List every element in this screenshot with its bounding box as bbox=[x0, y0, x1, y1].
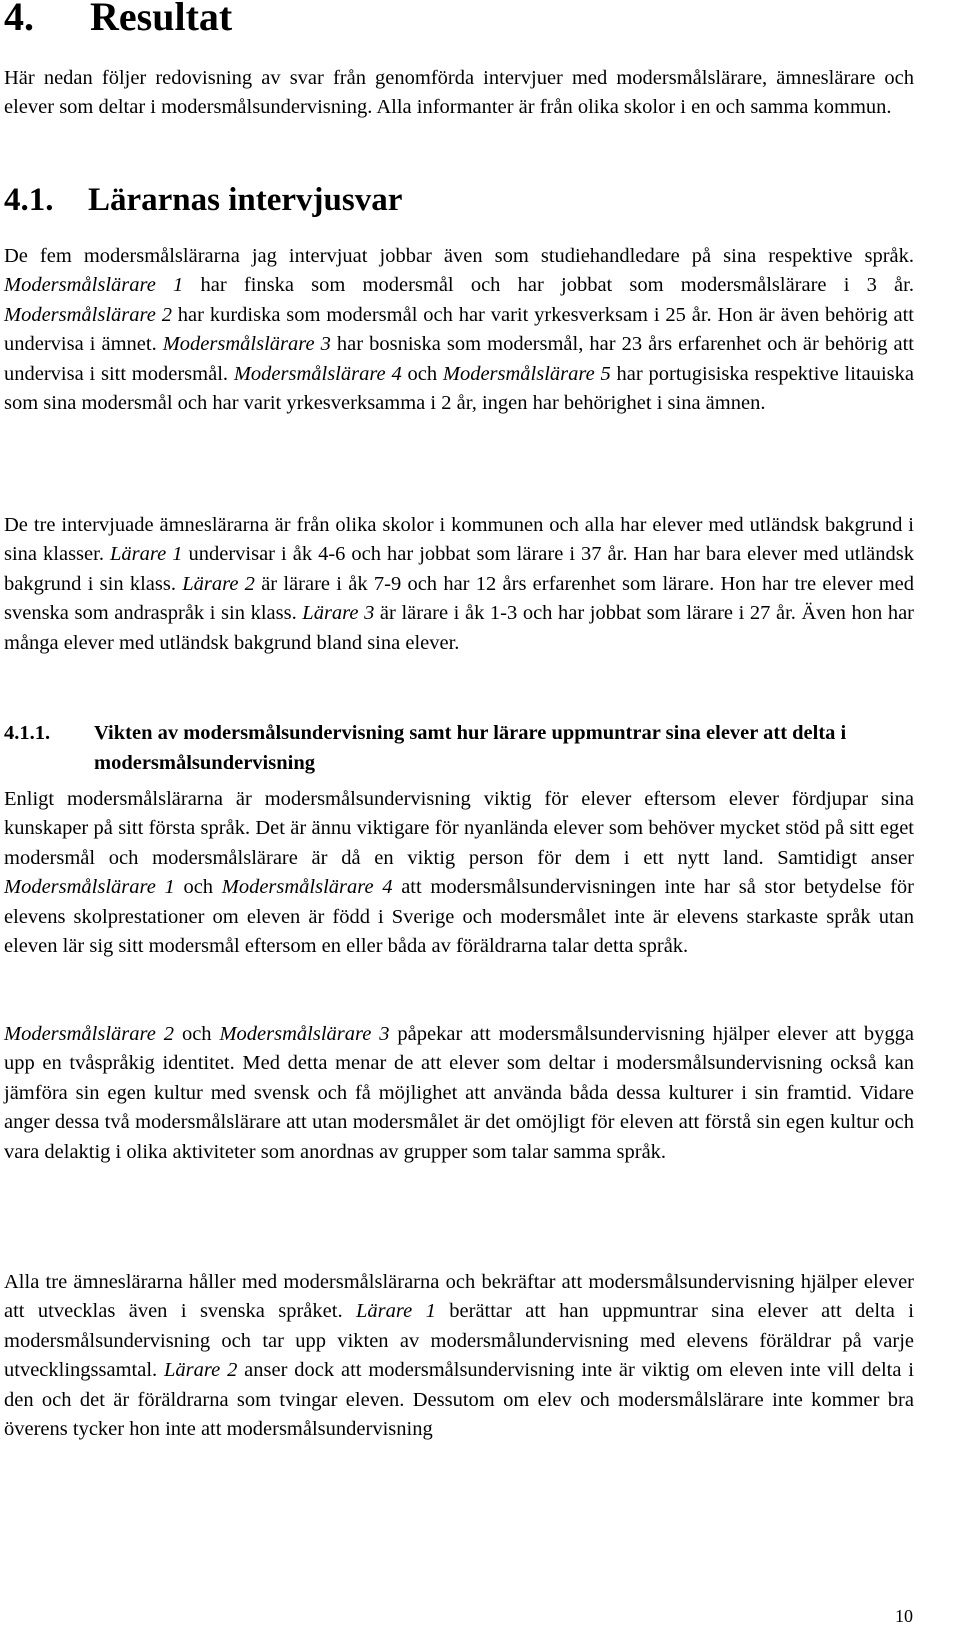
text-run: har finska som modersmål och har jobbat som modersmålslärare i 3 år. bbox=[183, 274, 914, 297]
text-run: har portugisiska respektive litauiska som sina modersmål och har varit yrkesverksamma i 2 år, ingen har behörighet i sina ämnen. bbox=[4, 362, 914, 415]
identity-paragraph bbox=[4, 1020, 914, 1167]
text-run: är lärare i åk 7-9 och har 12 års erfarenhet som lärare. Hon har tre elever med svenska som andraspråk i sin klass. bbox=[4, 572, 914, 625]
subsection-number: 4.1.1. bbox=[4, 722, 51, 744]
text-run: påpekar att modersmålsundervisning hjälper elever att bygga upp en tvåspråkig identitet. Med detta menar de att elever som deltar i modersmålsundervisning också kan jämföra sin egen kultur med svensk och få möjlighet att använda båda dessa kulturer i sin framtid. Vidare anger dessa två modersmålslärare att utan modersmålet är det omöjligt för eleven att förstå sin egen kultur och vara delaktig i olika aktiviteter som anordnas av grupper som talar samma språk. bbox=[4, 1023, 914, 1163]
text-run: De fem modersmålslärarna jag intervjuat jobbar även som studiehandledare på sina respektive språk. bbox=[4, 245, 914, 267]
text-run: och bbox=[174, 1023, 220, 1045]
italic-run: Modersmålslärare 4 bbox=[221, 876, 393, 899]
chapter-number: 4. bbox=[4, 0, 34, 39]
text-run: anser dock att modersmålsundervisning inte är viktig om eleven inte vill delta i den och det är föräldrarna som tvingar eleven. Dessutom om elev och modersmålslärare inte kommer bra överens tycker hon inte att modersmålsundervisning bbox=[4, 1359, 914, 1441]
section-number: 4.1. bbox=[4, 182, 54, 218]
text-run: berättar att han uppmuntrar sina elever att delta i modersmålsundervisning och tar upp vikten av modersmålundervisning med elevens föräldrar på varje utvecklingssamtal. bbox=[4, 1300, 914, 1382]
importance-paragraph bbox=[4, 785, 914, 961]
italic-run: Lärare 2 bbox=[164, 1359, 238, 1382]
text-run: och bbox=[401, 362, 443, 385]
italic-run: Modersmålslärare 1 bbox=[4, 876, 175, 899]
italic-run: Modersmålslärare 2 bbox=[4, 303, 172, 326]
page-number: 10 bbox=[895, 1606, 913, 1626]
italic-run: Modersmålslärare 2 bbox=[4, 1023, 175, 1045]
italic-run: Modersmålslärare 3 bbox=[219, 1023, 390, 1045]
subject-teachers-agree-paragraph bbox=[4, 1268, 914, 1444]
text-run: att modersmålsundervisningen inte har så stor betydelse för elevens skolprestationer om eleven är född i Sverige och modersmålet inte är elevens starkaste språk utan eleven lär sig sitt modersmål eftersom en eller båda av föräldrarna talar detta språk. bbox=[4, 876, 914, 958]
chapter-title: Resultat bbox=[90, 0, 233, 39]
intro-paragraph: Här nedan följer redovisning av svar från genomförda intervjuer med modersmålslärare, ämneslärare och elever som deltar i modersmålsundervisning. Alla informanter är från olika skolor i en och samma kommun. bbox=[4, 67, 914, 119]
text-run: har kurdiska som modersmål och har varit yrkesverksam i 25 år. Hon är även behörig att undervisa i ämnet. bbox=[4, 303, 914, 356]
italic-run: Modersmålslärare 4 bbox=[233, 362, 402, 385]
italic-run: Lärare 2 bbox=[182, 572, 255, 595]
italic-run: Lärare 3 bbox=[302, 602, 375, 625]
section-heading bbox=[4, 180, 402, 220]
text-run: och bbox=[174, 876, 222, 899]
subsection-heading bbox=[4, 718, 914, 778]
subsection-title: Vikten av modersmålsundervisning samt hur lärare uppmuntrar sina elever att delta i modersmålsundervisning bbox=[94, 722, 847, 774]
italic-run: Modersmålslärare 3 bbox=[162, 333, 331, 356]
subject-teachers-paragraph bbox=[4, 511, 914, 658]
text-run: undervisar i åk 4-6 och har jobbat som lärare i 37 år. Han har bara elever med utländsk bakgrund i sin klass. bbox=[4, 543, 914, 595]
text-run: Enligt modersmålslärarna är modersmålsundervisning viktig för elever eftersom elever fördjupar sina kunskaper på sitt första språk. Det är ännu viktigare för nyanlända elever som behöver mycket stöd på sitt eget modersmål och modersmålslärare är då en viktig person för dem i ett nytt land. Samtidigt anser bbox=[4, 788, 914, 869]
italic-run: Lärare 1 bbox=[356, 1300, 436, 1323]
section-title: Lärarnas intervjusvar bbox=[88, 182, 403, 218]
text-run: Alla tre ämneslärarna håller med modersmålslärarna och bekräftar att modersmålsundervisning hjälper elever att utvecklas även i svenska språket. bbox=[4, 1271, 914, 1323]
italic-run: Lärare 1 bbox=[109, 543, 183, 566]
italic-run: Modersmålslärare 5 bbox=[442, 362, 611, 385]
text-run: De tre intervjuade ämneslärarna är från olika skolor i kommunen och alla har elever med utländsk bakgrund i sina klasser. bbox=[4, 514, 914, 566]
chapter-heading bbox=[4, 0, 232, 40]
teachers-mother-tongue-paragraph bbox=[4, 242, 914, 418]
italic-run: Modersmålslärare 1 bbox=[4, 274, 184, 297]
text-run: har bosniska som modersmål, har 23 års erfarenhet och är behörig att undervisa i sitt modersmål. bbox=[4, 333, 914, 385]
text-run: är lärare i åk 1-3 och har jobbat som lärare i 27 år. Även hon har många elever med utländsk bakgrund bland sina elever. bbox=[4, 602, 914, 654]
